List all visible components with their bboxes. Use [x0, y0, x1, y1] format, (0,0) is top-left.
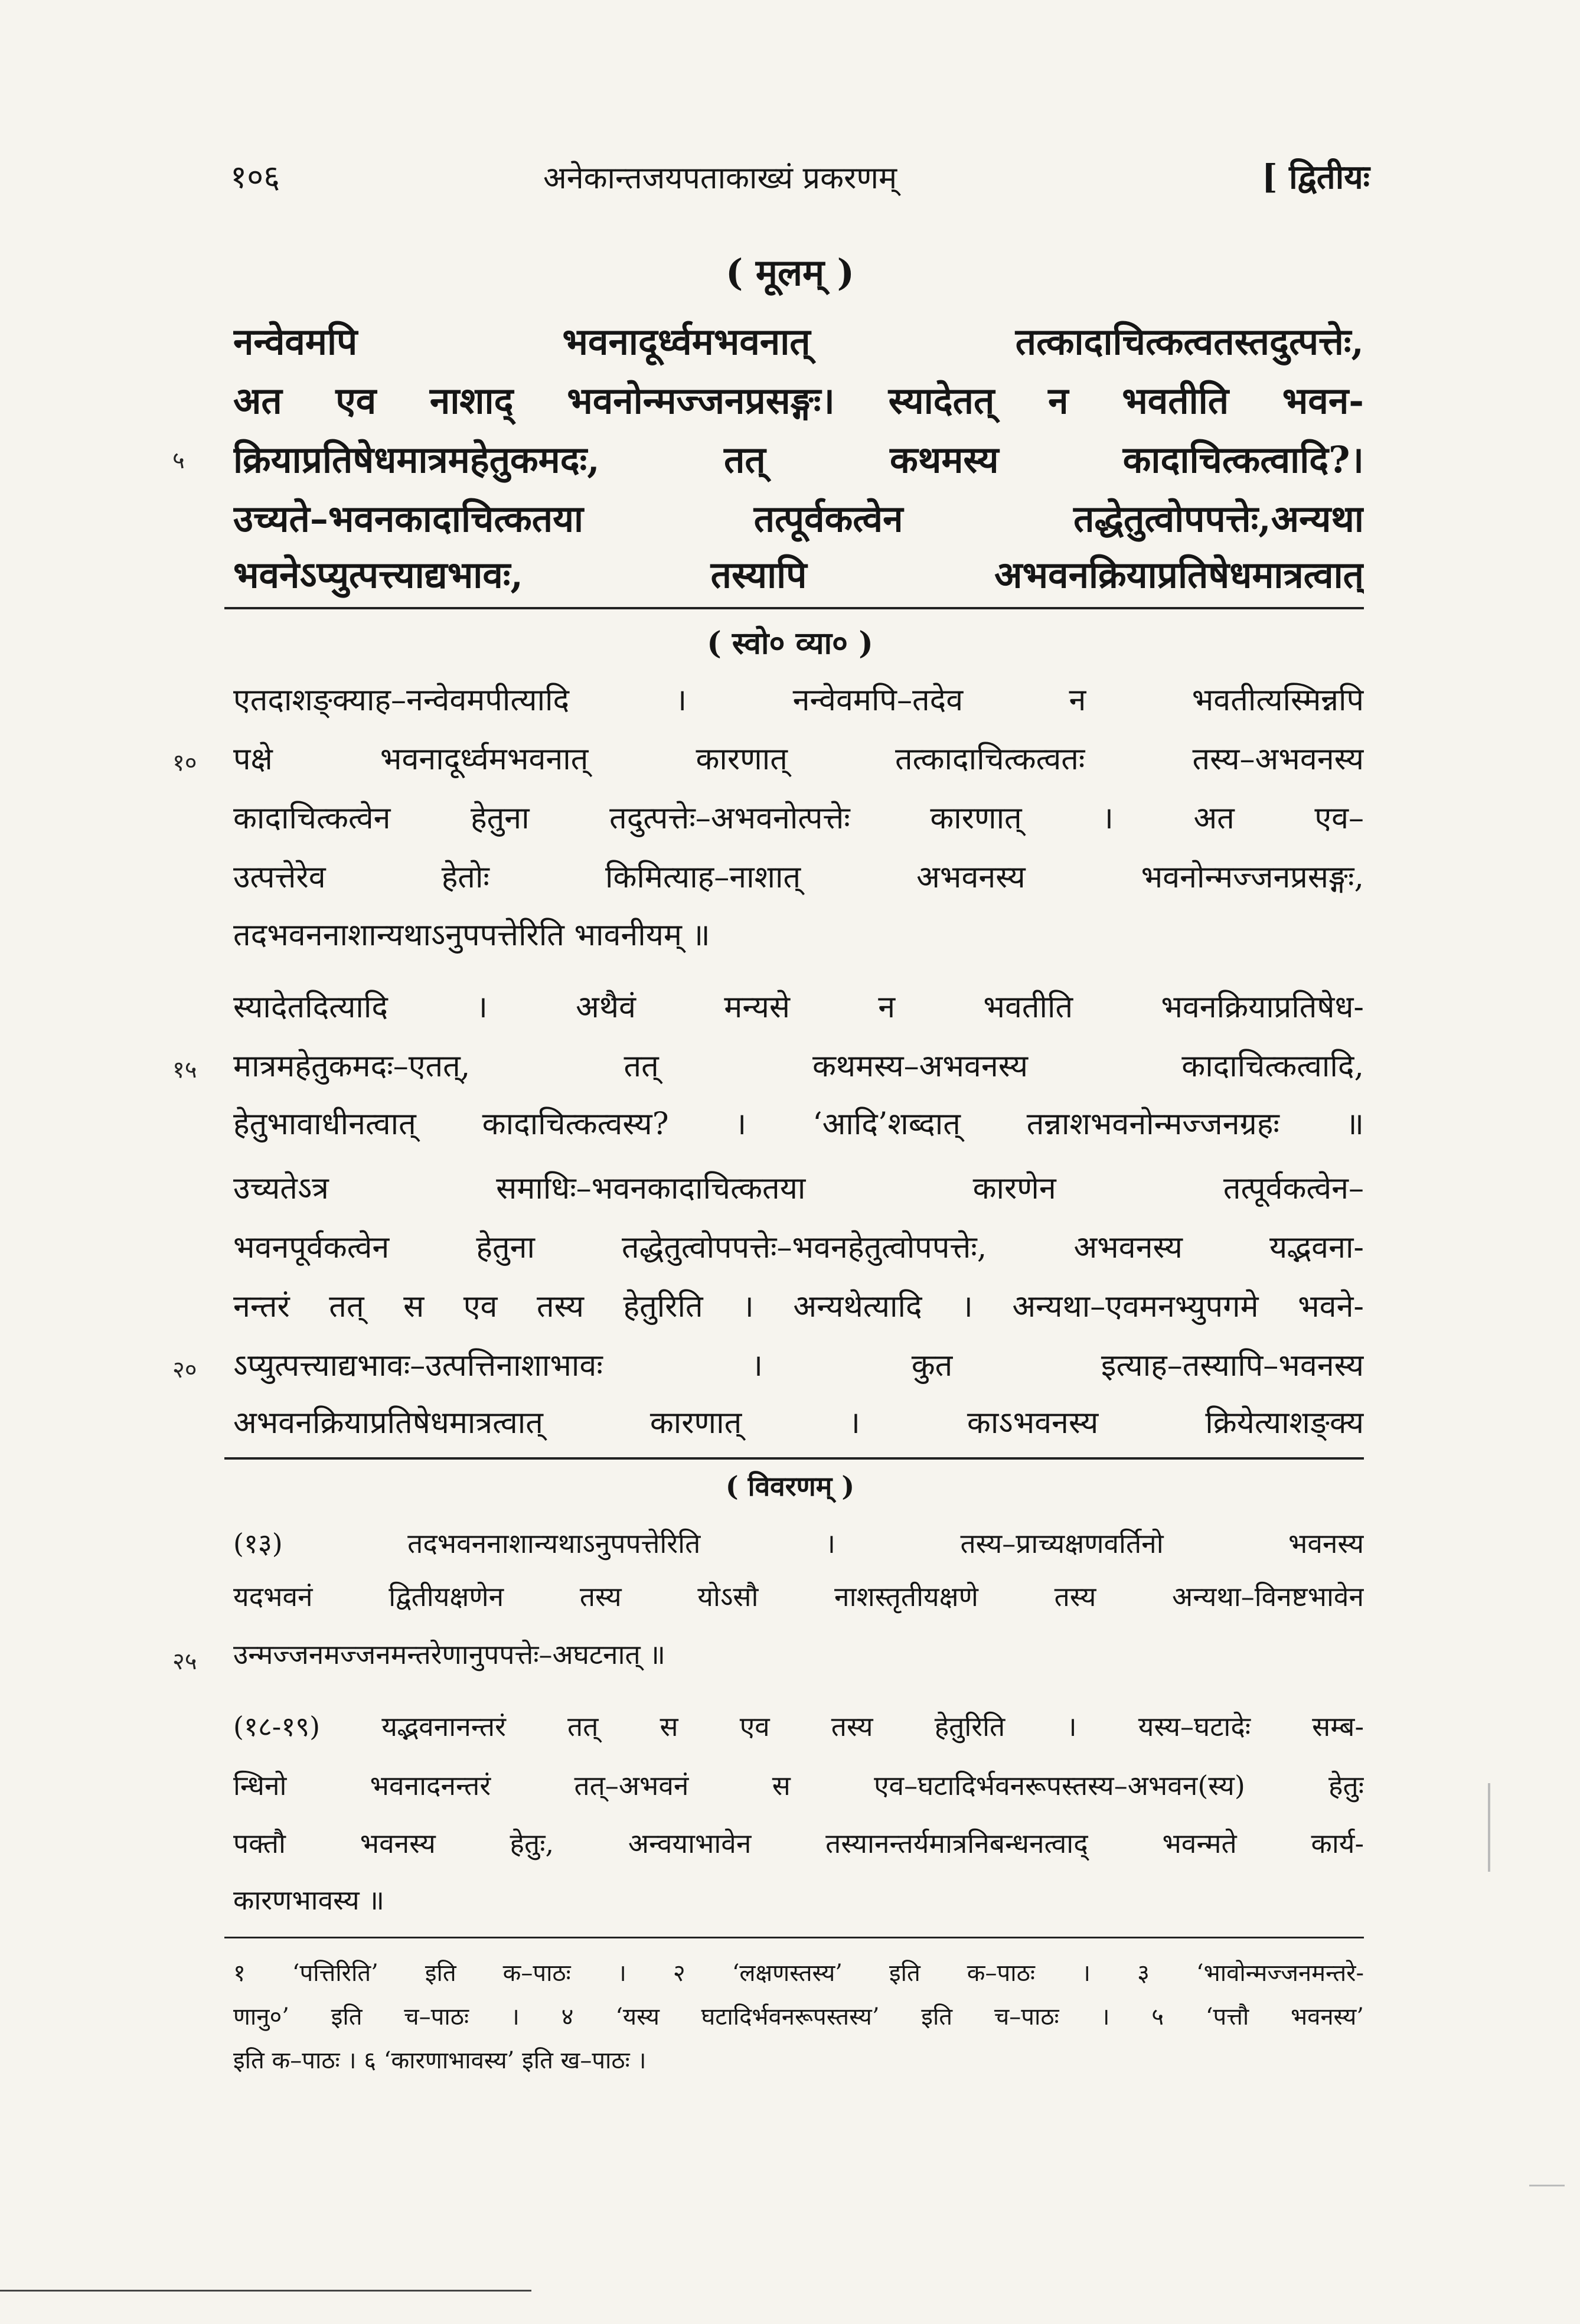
page-edge-rule — [0, 2290, 531, 2292]
mula-line: उच्यते–भवनकादाचित्कतया तत्पूर्वकत्वेन तद्धेतुत्वोपपत्तेः,अन्यथा — [233, 497, 1364, 540]
commentary-line: भवनपूर्वकत्वेन हेतुना तद्धेतुत्वोपपत्तेः–भवनहेतुत्वोपपत्तेः, अभवनस्य यद्भवना- — [233, 1230, 1364, 1265]
footnote-line: १ ‘पत्तिरिति’ इति क–पाठः । २ ‘लक्षणस्तस्य’ इति क–पाठः । ३ ‘भावोन्मज्जनमन्तरे- — [233, 1960, 1364, 1987]
commentary-line: अभवनक्रियाप्रतिषेधमात्रत्वात् कारणात् । काऽभवनस्य क्रियेत्याशङ्क्य — [233, 1405, 1364, 1441]
scan-mark — [1488, 1783, 1490, 1872]
commentary-line: मात्रमहेतुकमदः–एतत्, तत् कथमस्य–अभवनस्य कादाचित्कत्वादि, — [233, 1049, 1364, 1084]
line-number: १० — [172, 749, 197, 776]
commentary-line: पक्षे भवनादूर्ध्वमभवनात् कारणात् तत्कादाचित्कत्वतः तस्य–अभवनस्य — [233, 742, 1364, 777]
commentary-line: तदभवननाशान्यथाऽनुपपत्तेरिति भावनीयम् ॥ — [233, 918, 710, 953]
footnote-line: णानु०’ इति च–पाठः । ४ ‘यस्य घटादिर्भवनरूपस्तस्य’ इति च–पाठः । ५ ‘पत्तौ भवनस्य’ — [233, 2003, 1364, 2031]
vivarana-heading: ( विवरणम् ) — [725, 1470, 855, 1502]
vyakhya-heading: ( स्वो० व्या० ) — [707, 625, 873, 661]
line-number: २५ — [172, 1648, 197, 1675]
commentary-line: नन्तरं तत् स एव तस्य हेतुरिति । अन्यथेत्यादि । अन्यथा–एवमनभ्युपगमे भवने- — [233, 1289, 1364, 1324]
mula-line: नन्वेवमपि भवनादूर्ध्वमभवनात् तत्कादाचित्कत्वतस्तदुत्पत्तेः, — [233, 320, 1364, 363]
scan-mark — [1529, 2185, 1565, 2186]
page-number: १०६ — [230, 158, 280, 195]
mula-line: अत एव नाशाद् भवनोन्मज्जनप्रसङ्गः। स्यादेतत् न भवतीति भवन- — [233, 379, 1364, 422]
vivarana-line: कारणभावस्य ॥ — [233, 1884, 384, 1916]
mula-line: क्रियाप्रतिषेधमात्रमहेतुकमदः, तत् कथमस्य कादाचित्कत्वादि?। — [233, 438, 1364, 481]
line-number: १५ — [172, 1056, 197, 1083]
commentary-line: एतदाशङ्क्याह–नन्वेवमपीत्यादि । नन्वेवमपि–तदेव न भवतीत्यस्मिन्नपि — [233, 683, 1364, 718]
vivarana-line: न्धिनो भवनादनन्तरं तत्–अभवनं स एव–घटादिर्भवनरूपस्तस्य–अभवन(स्य) हेतुः — [233, 1770, 1364, 1801]
commentary-line: ऽप्युत्पत्त्याद्यभावः–उत्पत्तिनाशाभावः । कुत इत्याह–तस्यापि–भवनस्य — [233, 1348, 1364, 1383]
mula-heading: ( मूलम् ) — [725, 251, 855, 294]
running-title: अनेकान्तजयपताकाख्यं प्रकरणम् — [543, 161, 897, 196]
mula-line: भवनेऽप्युत्पत्त्याद्यभावः, तस्यापि अभवनक्रियाप्रतिषेधमात्रत्वात् — [233, 553, 1364, 596]
line-number: ५ — [172, 447, 185, 474]
footnote-divider — [224, 1937, 1364, 1938]
commentary-line: हेतुभावाधीनत्वात् कादाचित्कत्वस्य? । ‘आदि’शब्दात् तन्नाशभवनोन्मज्जनग्रहः ॥ — [233, 1106, 1364, 1142]
vivarana-line: यदभवनं द्वितीयक्षणेन तस्य योऽसौ नाशस्तृतीयक्षणे तस्य अन्यथा–विनष्टभावेन — [233, 1581, 1364, 1613]
commentary-line: स्यादेतदित्यादि । अथैवं मन्यसे न भवतीति भवनक्रियाप्रतिषेध- — [233, 990, 1364, 1025]
vivarana-line: (१८-१९) यद्भवनानन्तरं तत् स एव तस्य हेतुरिति । यस्य–घटादेः सम्ब- — [233, 1711, 1364, 1742]
vivarana-line: उन्मज्जनमज्जनमन्तरेणानुपपत्तेः–अघटनात् ॥ — [233, 1638, 665, 1670]
vivarana-line: पक्तौ भवनस्य हेतुः, अन्वयाभावेन तस्यानन्तर्यमात्रनिबन्धनत्वाद् भवन्मते कार्य- — [233, 1827, 1364, 1859]
commentary-line: उत्पत्तेरेव हेतोः किमित्याह–नाशात् अभवनस्य भवनोन्मज्जनप्रसङ्गः, — [233, 860, 1364, 895]
commentary-line: उच्यतेऽत्र समाधिः–भवनकादाचित्कतया कारणेन तत्पूर्वकत्वेन– — [233, 1171, 1364, 1206]
running-header — [213, 142, 1382, 195]
commentary-line: कादाचित्कत्वेन हेतुना तदुत्पत्तेः–अभवनोत्पत्तेः कारणात् । अत एव– — [233, 801, 1364, 836]
section-divider — [224, 607, 1364, 609]
vivarana-line: (१३) तदभवननाशान्यथाऽनुपपत्तेरिति । तस्य–प्राच्यक्षणवर्तिनो भवनस्य — [233, 1527, 1364, 1559]
line-number: २० — [172, 1356, 197, 1383]
footnote-line: इति क–पाठः । ६ ‘कारणाभावस्य’ इति ख–पाठः । — [233, 2047, 647, 2074]
section-divider — [224, 1457, 1364, 1460]
chapter-label: [ द्वितीयः — [1262, 158, 1370, 197]
